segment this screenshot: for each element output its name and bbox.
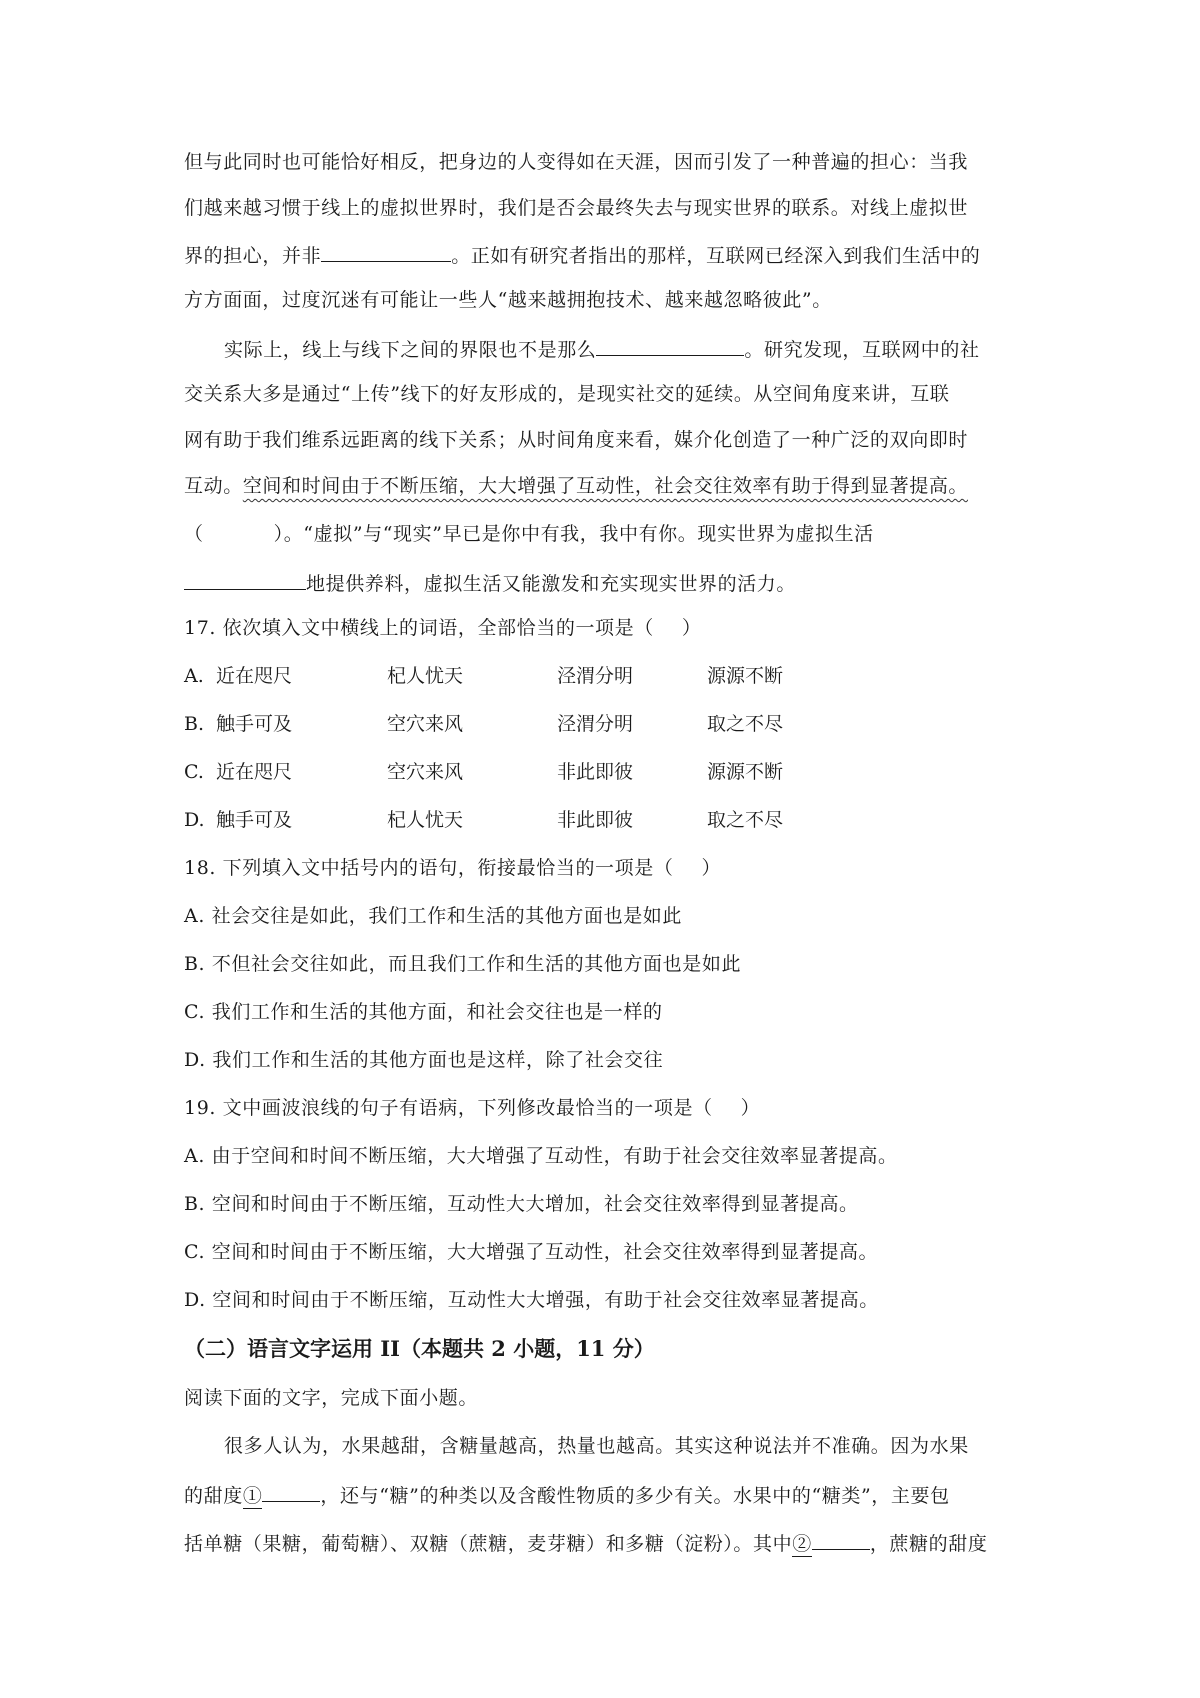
option-word: 取之不尽 bbox=[707, 713, 784, 735]
paren-open: （ bbox=[184, 523, 204, 545]
option-word: 杞人忧天 bbox=[387, 809, 464, 831]
option-word: 触手可及 bbox=[216, 713, 293, 735]
question-18-stem bbox=[184, 856, 721, 880]
passage-line bbox=[184, 474, 968, 498]
question-18-option-b: B. 不但社会交往如此，而且我们工作和生活的其他方面也是如此 bbox=[184, 953, 742, 975]
option-letter: C. bbox=[184, 761, 204, 783]
option-word: 触手可及 bbox=[216, 809, 293, 831]
question-19-stem bbox=[184, 1096, 760, 1120]
question-stem-end: ） bbox=[681, 617, 702, 639]
passage-line bbox=[184, 522, 874, 546]
fill-blank-mark-1 bbox=[262, 1482, 320, 1502]
option-word: 杞人忧天 bbox=[387, 665, 464, 687]
question-19-option-d: D. 空间和时间由于不断压缩，互动性大大增强，有助于社会交往效率显著提高。 bbox=[184, 1289, 879, 1311]
question-18-option-d: D. 我们工作和生活的其他方面也是这样，除了社会交往 bbox=[184, 1049, 664, 1071]
fill-blank-1 bbox=[321, 242, 451, 262]
passage-text: 互动。 bbox=[184, 475, 243, 497]
fill-blank-4 bbox=[184, 570, 306, 590]
question-stem-text: 18. 下列填入文中括号内的语句，衔接最恰当的一项是（ bbox=[184, 857, 674, 879]
question-stem-text: 19. 文中画波浪线的句子有语病，下列修改最恰当的一项是（ bbox=[184, 1097, 713, 1119]
option-word: 泾渭分明 bbox=[557, 665, 634, 687]
passage-line bbox=[184, 242, 980, 268]
option-letter: B. bbox=[184, 713, 205, 735]
option-word: 空穴来风 bbox=[387, 761, 464, 783]
passage-line bbox=[184, 1530, 987, 1556]
blank-marker-1: ① bbox=[242, 1485, 263, 1507]
option-word: 空穴来风 bbox=[387, 713, 464, 735]
passage-text: 。正如有研究者指出的那样，互联网已经深入到我们生活中的 bbox=[451, 245, 981, 267]
option-word: 非此即彼 bbox=[557, 809, 634, 831]
passage-line: 但与此同时也可能恰好相反，把身边的人变得如在天涯，因而引发了一种普遍的担心：当我 bbox=[184, 151, 969, 173]
option-word: 源源不断 bbox=[707, 761, 784, 783]
option-word: 泾渭分明 bbox=[557, 713, 634, 735]
option-word: 取之不尽 bbox=[707, 809, 784, 831]
passage-text: ，蔗糖的甜度 bbox=[869, 1533, 988, 1555]
question-stem-end: ） bbox=[701, 857, 722, 879]
option-word: 近在咫尺 bbox=[216, 761, 293, 783]
question-18-option-c: C. 我们工作和生活的其他方面，和社会交往也是一样的 bbox=[184, 1001, 663, 1023]
passage-text: 地提供养料，虚拟生活又能激发和充实现实世界的活力。 bbox=[306, 573, 797, 595]
passage-text: 实际上，线上与线下之间的界限也不是那么 bbox=[224, 339, 597, 361]
option-word: 非此即彼 bbox=[557, 761, 634, 783]
passage-text: 界的担心，并非 bbox=[184, 245, 322, 267]
option-word: 近在咫尺 bbox=[216, 665, 293, 687]
question-19-option-b: B. 空间和时间由于不断压缩，互动性大大增加，社会交往效率得到显著提高。 bbox=[184, 1193, 859, 1215]
passage-text: ，还与“糖”的种类以及含酸性物质的多少有关。水果中的“糖类”，主要包 bbox=[320, 1485, 950, 1507]
blank-marker-2: ② bbox=[792, 1533, 812, 1555]
question-18-option-a: A. 社会交往是如此，我们工作和生活的其他方面也是如此 bbox=[184, 905, 683, 927]
passage-line: 网有助于我们维系远距离的线下关系；从时间角度来看，媒介化创造了一种广泛的双向即时 bbox=[184, 429, 969, 451]
passage-line bbox=[184, 570, 796, 596]
question-stem-end: ） bbox=[740, 1097, 761, 1119]
question-17-stem bbox=[184, 616, 701, 640]
passage-line: 很多人认为，水果越甜，含糖量越高，热量也越高。其实这种说法并不准确。因为水果 bbox=[224, 1435, 969, 1457]
passage-line: 方方面面，过度沉迷有可能让一些人“越来越拥抱技术、越来越忽略彼此”。 bbox=[184, 289, 832, 311]
section-title: （二）语言文字运用 II（本题共 2 小题，11 分） bbox=[184, 1336, 655, 1361]
option-letter: D. bbox=[184, 809, 205, 831]
fill-blank-2 bbox=[596, 336, 744, 356]
question-19-option-c: C. 空间和时间由于不断压缩，大大增强了互动性，社会交往效率得到显著提高。 bbox=[184, 1241, 879, 1263]
passage-line: 们越来越习惯于线上的虚拟世界时，我们是否会最终失去与现实世界的联系。对线上虚拟世 bbox=[184, 197, 969, 219]
passage-text: 括单糖（果糖，葡萄糖）、双糖（蔗糖，麦芽糖）和多糖（淀粉）。其中 bbox=[184, 1533, 793, 1555]
passage-text: 。研究发现，互联网中的社 bbox=[744, 339, 980, 361]
passage-text: ）。“虚拟”与“现实”早已是你中有我，我中有你。现实世界为虚拟生活 bbox=[273, 523, 874, 545]
passage-line bbox=[184, 1482, 950, 1508]
wavy-underlined-sentence: 空间和时间由于不断压缩，大大增强了互动性，社会交往效率有助于得到显著提高。 bbox=[242, 475, 969, 497]
passage-line: 交关系大多是通过“上传”线下的好友形成的，是现实社交的延续。从空间角度来讲，互联 bbox=[184, 383, 950, 405]
fill-blank-mark-2 bbox=[812, 1530, 870, 1550]
passage-text: 的甜度 bbox=[184, 1485, 243, 1507]
question-stem-text: 17. 依次填入文中横线上的词语，全部恰当的一项是（ bbox=[184, 617, 654, 639]
option-letter: A. bbox=[184, 665, 204, 687]
section-instruction: 阅读下面的文字，完成下面小题。 bbox=[184, 1387, 479, 1409]
option-word: 源源不断 bbox=[707, 665, 784, 687]
question-19-option-a: A. 由于空间和时间不断压缩，大大增强了互动性，有助于社会交往效率显著提高。 bbox=[184, 1145, 898, 1167]
passage-line bbox=[224, 336, 980, 362]
